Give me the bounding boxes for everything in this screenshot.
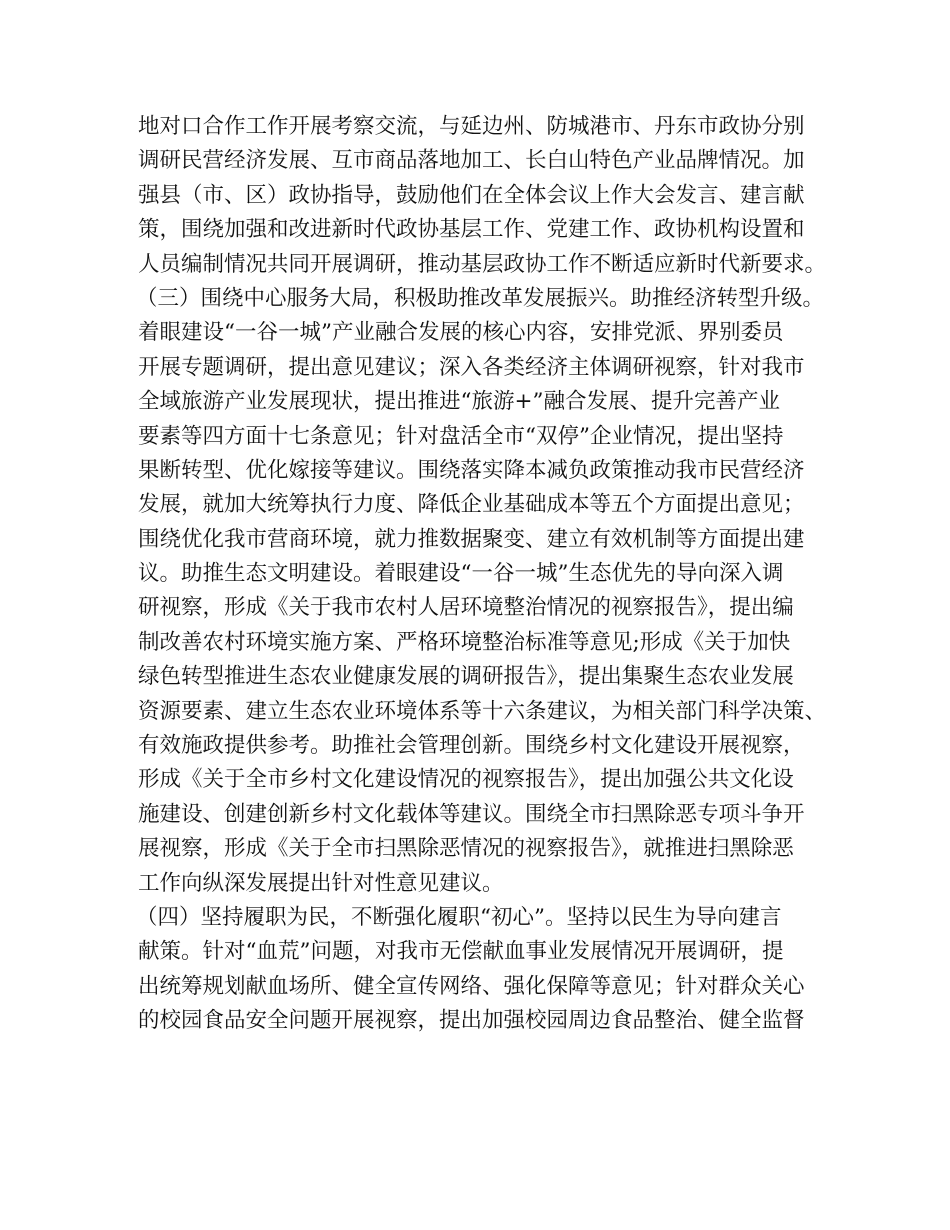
- text-line: 献策。针对“血荒”问题，对我市无偿献血事业发展情况开展调研，提: [138, 939, 784, 965]
- text-line: 人员编制情况共同开展调研，推动基层政协工作不断适应新时代新要求。: [138, 251, 827, 277]
- text-line: 出统筹规划献血场所、健全宣传网络、强化保障等意见；针对群众关心: [138, 973, 805, 999]
- text-line: 有效施政提供参考。助推社会管理创新。围绕乡村文化建设开展视察，: [138, 733, 805, 759]
- text-line: 议。助推生态文明建设。着眼建设“一谷一城”生态优先的导向深入调: [138, 561, 784, 587]
- text-line: 着眼建设“一谷一城”产业融合发展的核心内容，安排党派、界别委员: [138, 320, 784, 346]
- text-line: 工作向纵深发展提出针对性意见建议。: [138, 870, 504, 896]
- section-heading-line: （四）坚持履职为民，不断强化履职“初心”。坚持以民生为导向建言: [136, 904, 782, 930]
- text-line: 要素等四方面十七条意见；针对盘活全市“双停”企业情况，提出坚持: [138, 423, 784, 449]
- text-line: 果断转型、优化嫁接等建议。围绕落实降本减负政策推动我市民营经济: [138, 457, 805, 483]
- text-line: 围绕优化我市营商环境，就力推数据聚变、建立有效机制等方面提出建: [138, 526, 805, 552]
- text-line: 绿色转型推进生态农业健康发展的调研报告》，提出集聚生态农业发展: [138, 664, 794, 690]
- text-line: 资源要素、建立生态农业环境体系等十六条建议，为相关部门科学决策、: [138, 698, 827, 724]
- text-line: 策，围绕加强和改进新时代政协基层工作、党建工作、政协机构设置和: [138, 217, 805, 243]
- text-line: 发展，就加大统筹执行力度、降低企业基础成本等五个方面提出意见；: [138, 492, 805, 518]
- body-text: [138, 110, 828, 1039]
- text-line: 的校园食品安全问题开展视察，提出加强校园周边食品整治、健全监督: [138, 1008, 805, 1034]
- text-line: 开展专题调研，提出意见建议；深入各类经济主体调研视察，针对我市: [138, 354, 805, 380]
- section-heading-line: （三）围绕中心服务大局，积极助推改革发展振兴。助推经济转型升级。: [136, 285, 825, 311]
- text-line: 全域旅游产业发展现状，提出推进“旅游+”融合发展、提升完善产业: [138, 389, 781, 415]
- text-line: 施建设、创建创新乡村文化载体等建议。围绕全市扫黑除恶专项斗争开: [138, 801, 805, 827]
- text-line: 调研民营经济发展、互市商品落地加工、长白山特色产业品牌情况。加: [138, 148, 805, 174]
- text-line: 强县（市、区）政协指导，鼓励他们在全体会议上作大会发言、建言献: [138, 182, 805, 208]
- text-line: 展视察，形成《关于全市扫黑除恶情况的视察报告》，就推进扫黑除恶: [138, 836, 794, 862]
- text-line: 形成《关于全市乡村文化建设情况的视察报告》，提出加强公共文化设: [138, 767, 794, 793]
- text-line: 制改善农村环境实施方案、严格环境整治标准等意见;形成《关于加快: [138, 629, 791, 655]
- text-line: 地对口合作工作开展考察交流，与延边州、防城港市、丹东市政协分别: [138, 114, 805, 139]
- text-line: 研视察，形成《关于我市农村人居环境整治情况的视察报告》，提出编: [138, 595, 794, 621]
